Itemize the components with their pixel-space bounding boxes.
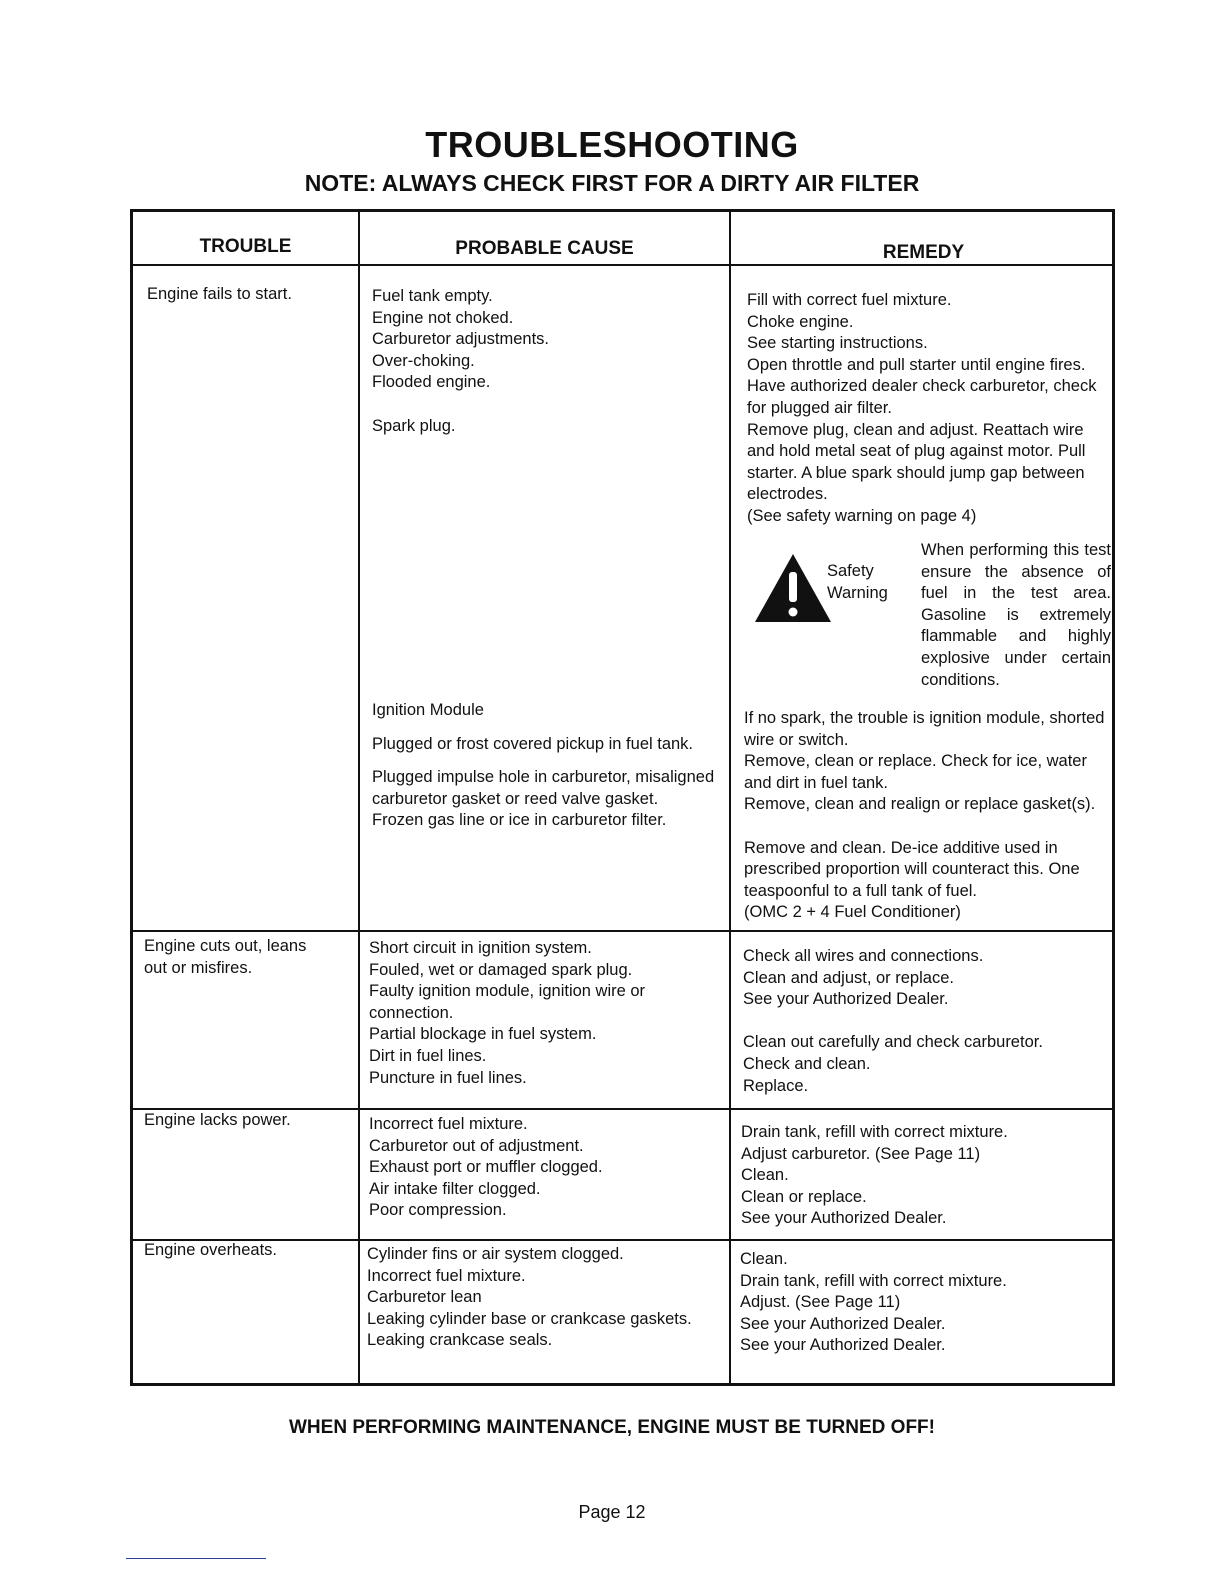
remedy-line: (OMC 2 + 4 Fuel Conditioner) [744, 903, 961, 922]
row-divider [133, 930, 1112, 932]
cause-line: Flooded engine. [372, 373, 491, 392]
remedy-line: Adjust. (See Page 11) [740, 1293, 901, 1312]
column-divider [729, 212, 731, 1383]
cause-line: Air intake filter clogged. [369, 1179, 541, 1198]
remedy-line: teaspoonful to a full tank of fuel. [744, 881, 977, 900]
trouble-cell [144, 936, 306, 979]
remedy-line: Drain tank, refill with correct mixture. [741, 1123, 1008, 1141]
air-filter-note: NOTE: ALWAYS CHECK FIRST FOR A DIRTY AIR FILTER [304, 170, 920, 196]
warning-triangle-icon [753, 552, 833, 624]
remedy-line: Have authorized dealer check carburetor, check [747, 377, 1097, 396]
cause-line: Fouled, wet or damaged spark plug. [369, 960, 633, 979]
remedy-line: electrodes. [747, 485, 828, 504]
cause-line: Incorrect fuel mixture. [367, 1266, 526, 1285]
trouble-text: out or misfires. [144, 958, 253, 977]
remedy-line: See your Authorized Dealer. [741, 1209, 947, 1228]
footnote-rule [126, 1558, 266, 1559]
column-header-trouble: TROUBLE [199, 236, 292, 257]
cause-line: Cylinder fins or air system clogged. [367, 1245, 624, 1263]
trouble-text: Engine overheats. [144, 1241, 278, 1259]
trouble-cell [144, 1110, 291, 1132]
remedy-line: Fill with correct fuel mixture. [747, 291, 952, 309]
cause-line: Partial blockage in fuel system. [369, 1025, 597, 1044]
cause-cell [369, 1114, 603, 1222]
remedy-cell [740, 1249, 1007, 1357]
remedy-cell [743, 946, 1043, 1097]
troubleshooting-table [130, 209, 1115, 1386]
cause-cell [372, 700, 714, 832]
cause-line: Carburetor lean [367, 1288, 482, 1307]
cause-line: connection. [369, 1003, 454, 1022]
remedy-line: (See safety warning on page 4) [747, 506, 977, 525]
remedy-cell [741, 1122, 1008, 1230]
cause-line: Plugged or frost covered pickup in fuel tank. [372, 734, 694, 753]
remedy-line: Clean. [740, 1250, 788, 1268]
cause-line: Spark plug. [372, 416, 456, 435]
remedy-line: Clean out carefully and check carburetor. [743, 1033, 1043, 1052]
cause-line: carburetor gasket or reed valve gasket. [372, 789, 659, 808]
cause-line: Carburetor out of adjustment. [369, 1136, 584, 1155]
remedy-line: Check and clean. [743, 1054, 871, 1073]
cause-line: Exhaust port or muffler clogged. [369, 1158, 603, 1177]
cause-line: Engine not choked. [372, 308, 514, 327]
remedy-line: and hold metal seat of plug against motor. Pull [747, 442, 1086, 461]
trouble-text: Engine lacks power. [144, 1111, 291, 1129]
cause-cell [372, 286, 549, 437]
cause-line: Puncture in fuel lines. [369, 1068, 527, 1087]
remedy-line: Drain tank, refill with correct mixture. [740, 1271, 1007, 1290]
trouble-text: Engine fails to start. [147, 285, 292, 303]
remedy-cell [744, 708, 1104, 924]
remedy-line: Remove, clean and realign or replace gasket(s). [744, 795, 1096, 814]
cause-line: Leaking cylinder base or crankcase gaskets. [367, 1309, 692, 1328]
safety-warning [745, 540, 1117, 690]
remedy-line: See starting instructions. [747, 334, 928, 353]
cause-line: Over-choking. [372, 351, 475, 370]
cause-line: Incorrect fuel mixture. [369, 1115, 528, 1133]
cause-line: Fuel tank empty. [372, 287, 493, 305]
cause-line: Dirt in fuel lines. [369, 1046, 487, 1065]
remedy-line: wire or switch. [744, 730, 849, 749]
remedy-line: Open throttle and pull starter until engine fires. [747, 355, 1086, 374]
remedy-line: for plugged air filter. [747, 398, 892, 417]
cause-cell [367, 1244, 692, 1352]
page-number: Page 12 [578, 1502, 646, 1522]
remedy-line: Clean. [741, 1166, 789, 1185]
safety-warning-text: When performing this test ensure the absence of fuel in the test area. Gasoline is extremely flammable and highly explosive under certain conditions. [921, 541, 1111, 689]
trouble-text: Engine cuts out, leans [144, 937, 307, 955]
header-divider [133, 264, 1112, 266]
row-divider [133, 1239, 1112, 1241]
page-title: TROUBLESHOOTING [425, 124, 799, 165]
remedy-line: Remove and clean. De-ice additive used in [744, 838, 1058, 857]
cause-line: Carburetor adjustments. [372, 330, 549, 349]
remedy-line: See your Authorized Dealer. [740, 1314, 946, 1333]
remedy-line: Choke engine. [747, 312, 854, 331]
remedy-line: and dirt in fuel tank. [744, 773, 889, 792]
cause-line: Faulty ignition module, ignition wire or [369, 982, 646, 1001]
remedy-line: prescribed proportion will counteract this. One [744, 860, 1080, 879]
remedy-line: Clean and adjust, or replace. [743, 968, 954, 987]
remedy-line: starter. A blue spark should jump gap between [747, 463, 1085, 482]
remedy-line: Clean or replace. [741, 1187, 867, 1206]
remedy-line: Remove, clean or replace. Check for ice, water [744, 752, 1087, 771]
column-divider [358, 212, 360, 1383]
column-header-probable-cause: PROBABLE CAUSE [455, 238, 634, 259]
cause-line: Ignition Module [372, 701, 484, 719]
remedy-line: If no spark, the trouble is ignition module, shorted [744, 709, 1105, 727]
cause-line: Short circuit in ignition system. [369, 939, 592, 957]
remedy-line: Remove plug, clean and adjust. Reattach wire [747, 420, 1084, 439]
maintenance-warning: WHEN PERFORMING MAINTENANCE, ENGINE MUST BE TURNED OFF! [289, 1417, 935, 1438]
column-header-remedy: REMEDY [882, 242, 965, 263]
cause-line: Poor compression. [369, 1201, 507, 1220]
cause-line: Plugged impulse hole in carburetor, misaligned [372, 768, 715, 787]
remedy-line: Replace. [743, 1076, 809, 1095]
safety-label-line: Safety [827, 562, 874, 580]
remedy-line: Check all wires and connections. [743, 947, 984, 965]
remedy-cell [747, 290, 1096, 528]
remedy-line: See your Authorized Dealer. [740, 1336, 946, 1355]
trouble-cell [144, 1240, 277, 1262]
safety-warning-label [827, 560, 888, 604]
remedy-line: See your Authorized Dealer. [743, 990, 949, 1009]
remedy-line: Adjust carburetor. (See Page 11) [741, 1144, 981, 1163]
cause-cell [369, 938, 645, 1089]
trouble-cell [147, 284, 292, 306]
safety-label-line: Warning [827, 584, 888, 602]
cause-line: Frozen gas line or ice in carburetor filter. [372, 811, 667, 830]
cause-line: Leaking crankcase seals. [367, 1331, 553, 1350]
